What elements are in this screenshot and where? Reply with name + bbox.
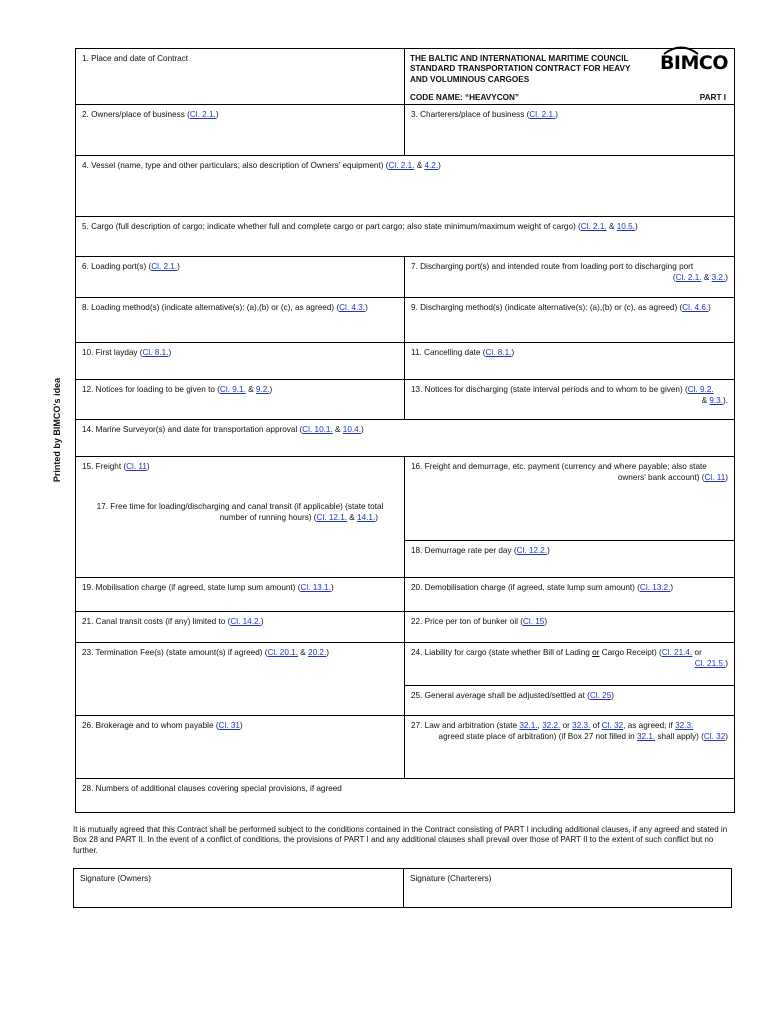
signature-owners[interactable]: Signature (Owners) — [73, 868, 404, 908]
contract-header — [404, 48, 735, 105]
clause-link[interactable]: Cl. 4.3. — [339, 303, 366, 312]
clause-link[interactable]: Cl. 2.1. — [580, 222, 607, 231]
clause-link[interactable]: Cl. 12.2. — [516, 546, 548, 555]
clause-link[interactable]: Cl. 32 — [703, 731, 726, 741]
box-7-discharging-ports[interactable]: 7. Discharging port(s) and intended route from loading port to discharging port (Cl. 2.1. & 3.2.) — [404, 256, 735, 298]
box-22-bunker-price[interactable]: 22. Price per ton of bunker oil (Cl. 15) — [404, 611, 735, 643]
clause-link[interactable]: Cl. 11 — [126, 462, 147, 471]
clause-link[interactable]: Cl. 11 — [704, 472, 726, 482]
clause-link[interactable]: Cl. 9.1. — [219, 385, 246, 394]
clause-link[interactable]: 20.2. — [308, 648, 327, 657]
clause-link[interactable]: 9.2. — [255, 385, 270, 394]
clause-link[interactable]: Cl. 32 — [601, 721, 624, 730]
box-20-demobilisation[interactable]: 20. Demobilisation charge (if agreed, state lump sum amount) (Cl. 13.2.) — [404, 577, 735, 612]
box-16-payment[interactable]: 16. Freight and demurrage, etc. payment (currency and where payable; also state owners' bank account) (Cl. 11) — [404, 456, 735, 541]
clause-link[interactable]: Cl. 20.1. — [267, 648, 299, 657]
side-printed-text: Printed by BIMCO's idea — [52, 377, 62, 483]
clause-link[interactable]: Cl. 2.1. — [151, 262, 178, 271]
clause-link[interactable]: 10.5. — [616, 222, 635, 231]
clause-link[interactable]: Cl. 25 — [589, 691, 612, 700]
box-6-loading-ports[interactable]: 6. Loading port(s) (Cl. 2.1.) — [75, 256, 405, 298]
logo-arc-icon — [662, 43, 700, 55]
box-19-mobilisation[interactable]: 19. Mobilisation charge (if agreed, state lump sum amount) (Cl. 13.1.) — [75, 577, 405, 612]
clause-link[interactable]: 4.2. — [424, 161, 439, 170]
clause-link[interactable]: Cl. 21.4. — [661, 648, 693, 657]
box-25-general-average[interactable]: 25. General average shall be adjusted/settled at (Cl. 25) — [404, 685, 735, 716]
clause-link[interactable]: 3.2. — [711, 272, 726, 282]
org-title: THE BALTIC AND INTERNATIONAL MARITIME COUNCIL STANDARD TRANSPORTATION CONTRACT FOR HEAVY AND VOLUMINOUS CARGOES — [410, 54, 631, 84]
box-26-brokerage[interactable]: 26. Brokerage and to whom payable (Cl. 31) — [75, 715, 405, 779]
box-21-canal-costs[interactable]: 21. Canal transit costs (if any) limited to (Cl. 14.2.) — [75, 611, 405, 643]
box-3-charterers[interactable]: 3. Charterers/place of business (Cl. 2.1.) — [404, 104, 735, 156]
clause-link[interactable]: Cl. 8.1. — [142, 348, 169, 357]
box-18-demurrage-rate[interactable]: 18. Demurrage rate per day (Cl. 12.2.) — [404, 540, 735, 578]
box-14-marine-surveyor[interactable]: 14. Marine Surveyor(s) and date for transportation approval (Cl. 10.1. & 10.4.) — [75, 419, 735, 457]
box-5-cargo[interactable]: 5. Cargo (full description of cargo; indicate whether full and complete cargo or part cargo; also state minimum/maximum weight of cargo) (Cl. 2.1. & 10.5.) — [75, 216, 735, 257]
box-28-additional-clauses[interactable]: 28. Numbers of additional clauses covering special provisions, if agreed — [75, 778, 735, 813]
box-15-freight[interactable]: 15. Freight (Cl. 11) — [75, 456, 405, 498]
bimco-logo: BIMCO — [660, 51, 728, 76]
clause-link[interactable]: 32.1. — [519, 721, 538, 730]
box-12-loading-notices[interactable]: 12. Notices for loading to be given to (Cl. 9.1. & 9.2.) — [75, 379, 405, 420]
box-13-discharging-notices[interactable]: 13. Notices for discharging (state interval periods and to whom to be given) (Cl. 9.2. & 9.3.). — [404, 379, 735, 420]
clause-link[interactable]: 14.1. — [357, 512, 376, 522]
clause-link[interactable]: 10.4. — [342, 425, 361, 434]
clause-link[interactable]: Cl. 21.5. — [694, 658, 726, 668]
clause-link[interactable]: Cl. 2.1. — [529, 110, 556, 119]
clause-link[interactable]: 32.3. — [675, 721, 694, 730]
clause-link[interactable]: Cl. 13.2. — [639, 583, 671, 592]
clause-link[interactable]: Cl. 31 — [218, 721, 240, 730]
box-24-cargo-liability[interactable]: 24. Liability for cargo (state whether Bill of Lading or Cargo Receipt) (Cl. 21.4. or Cl. 21.5.) — [404, 642, 735, 686]
box-10-first-layday[interactable]: 10. First layday (Cl. 8.1.) — [75, 342, 405, 380]
signature-charterers[interactable]: Signature (Charterers) — [403, 868, 732, 908]
box-1-place-date[interactable] — [75, 48, 405, 105]
clause-link[interactable]: Cl. 15 — [522, 617, 545, 626]
code-name: CODE NAME: “HEAVYCON” — [410, 93, 520, 102]
clause-link[interactable]: 9.3. — [709, 395, 723, 405]
box-2-owners[interactable]: 2. Owners/place of business (Cl. 2.1.) — [75, 104, 405, 156]
clause-link[interactable]: Cl. 14.2. — [230, 617, 261, 626]
clause-link[interactable]: Cl. 12.1. — [316, 512, 348, 522]
clause-link[interactable]: 32.2. — [542, 721, 561, 730]
box-1-label: 1. Place and date of Contract — [82, 54, 189, 63]
clause-link[interactable]: Cl. 8.1. — [485, 348, 512, 357]
clause-link[interactable]: Cl. 10.1. — [302, 425, 333, 434]
clause-link[interactable]: Cl. 2.1. — [388, 161, 415, 170]
box-11-cancelling-date[interactable]: 11. Cancelling date (Cl. 8.1.) — [404, 342, 735, 380]
box-8-loading-method[interactable]: 8. Loading method(s) (indicate alternative(s): (a),(b) or (c), as agreed) (Cl. 4.3.) — [75, 297, 405, 343]
clause-link[interactable]: Cl. 9.2. — [687, 385, 714, 394]
box-17-free-time[interactable]: 17. Free time for loading/discharging and canal transit (if applicable) (state total number of running hours) (Cl. 12.1. & 14.1.) — [75, 497, 405, 578]
clause-link[interactable]: Cl. 4.6. — [682, 303, 709, 312]
agreement-text: It is mutually agreed that this Contract shall be performed subject to the conditions contained in the Contract consisting of PART I including additional clauses, if any agreed and stated in Box 28 and PART II. In the event of a conflict of conditions, the provisions of PART I and any additional clauses shall prevail over those of PART II to the extent of such conflict but no further. — [73, 825, 728, 855]
box-27-law-arbitration[interactable]: 27. Law and arbitration (state 32.1., 32.2. or 32.3. of Cl. 32, as agreed; if 32.3. agreed state place of arbitration) (if Box 27 not filled in 32.1. shall apply) (Cl. 32) — [404, 715, 735, 779]
clause-link[interactable]: 32.1. — [636, 731, 656, 741]
part-label: PART I — [699, 93, 726, 102]
box-9-discharging-method[interactable]: 9. Discharging method(s) (indicate alternative(s): (a),(b) or (c), as agreed) (Cl. 4.6.) — [404, 297, 735, 343]
clause-link[interactable]: Cl. 2.1. — [675, 272, 702, 282]
clause-link[interactable]: 32.3. — [572, 721, 591, 730]
clause-link[interactable]: Cl. 13.1. — [300, 583, 331, 592]
box-23-termination-fee[interactable]: 23. Termination Fee(s) (state amount(s) if agreed) (Cl. 20.1. & 20.2.) — [75, 642, 405, 716]
box-4-vessel[interactable]: 4. Vessel (name, type and other particulars; also description of Owners' equipment) (Cl. 2.1. & 4.2.) — [75, 155, 735, 217]
clause-link[interactable]: Cl. 2.1. — [189, 110, 216, 119]
